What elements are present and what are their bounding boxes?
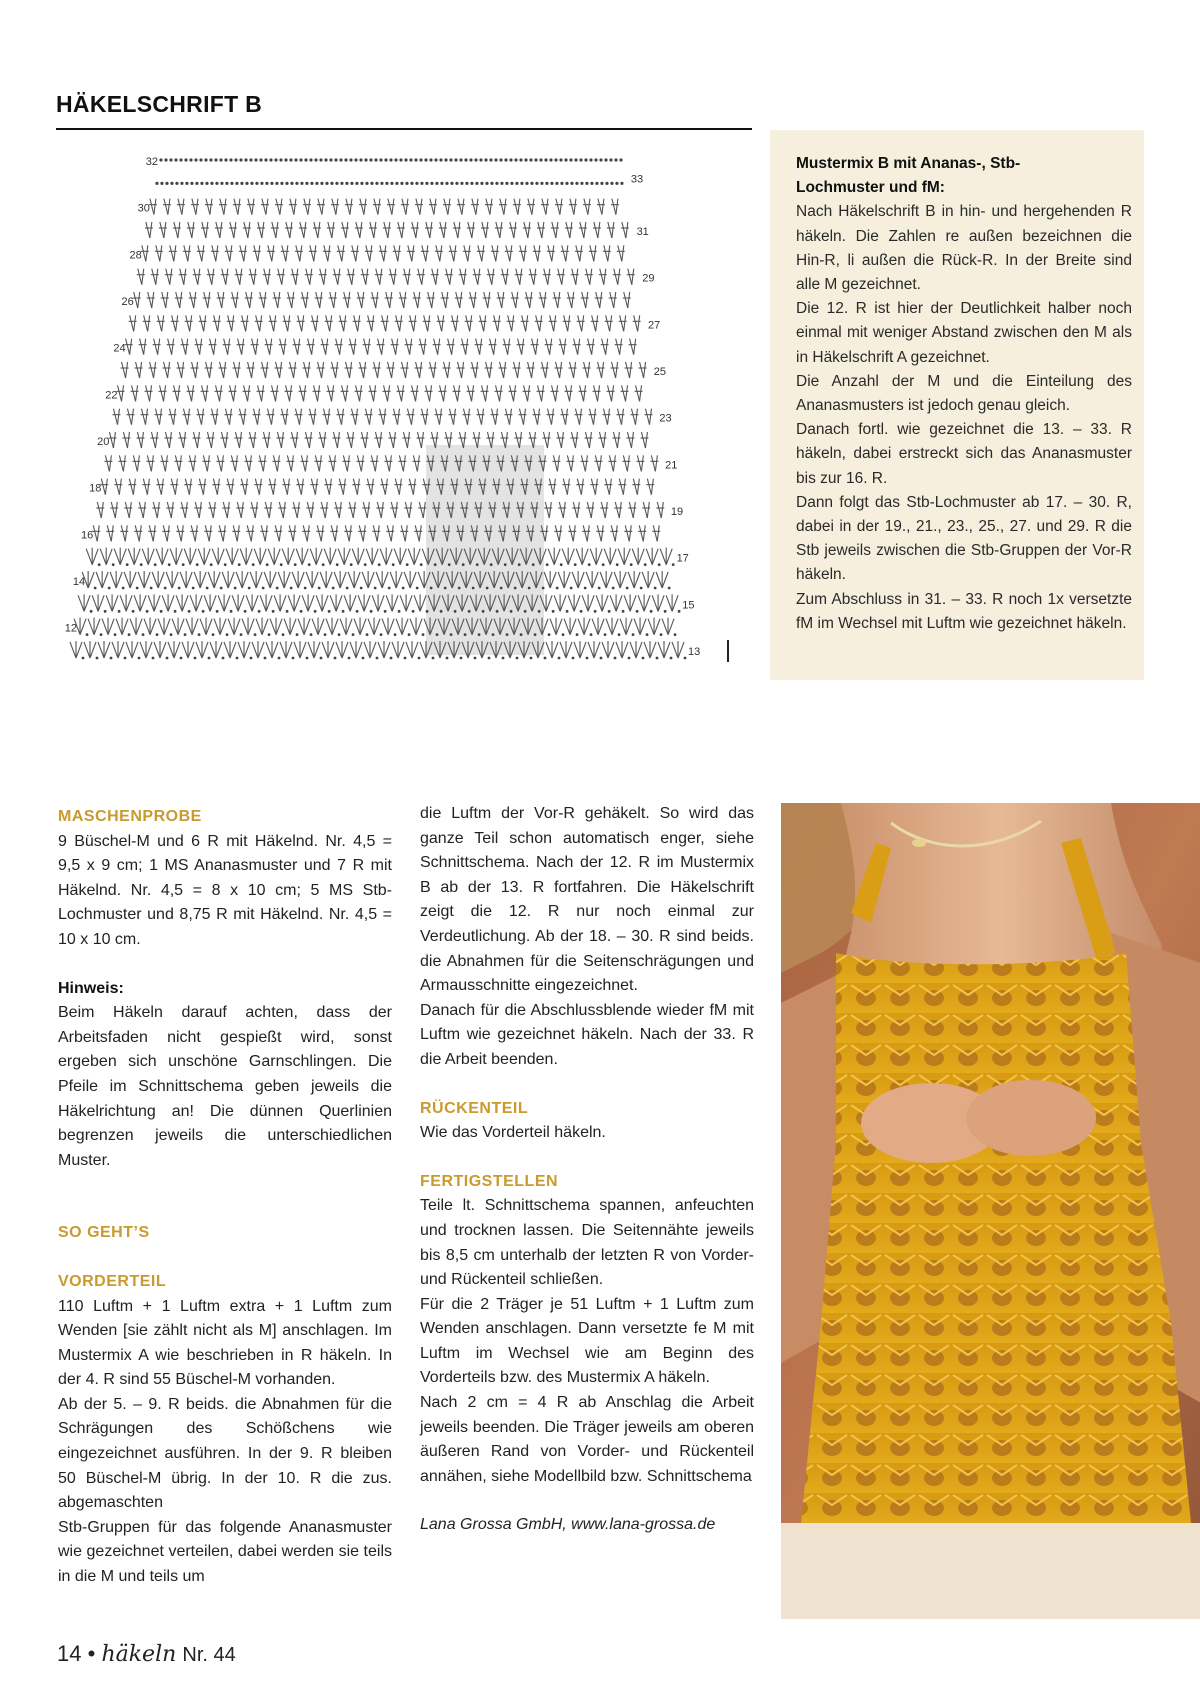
- chart-row: [78, 594, 680, 612]
- chart-row: [86, 548, 674, 566]
- model-photo: [781, 803, 1200, 1619]
- chart-row: [82, 571, 670, 589]
- chart-row-label-right: 21: [665, 459, 678, 472]
- chart-row: [74, 618, 676, 636]
- chart-row-label-right: 33: [630, 173, 644, 186]
- chart-row: [121, 362, 647, 378]
- chart-row: [70, 641, 686, 659]
- issue-number: Nr. 44: [182, 1644, 236, 1666]
- chart-row: [108, 432, 648, 448]
- chart-row-label-left: 14: [72, 576, 86, 588]
- info-box-paragraph: Nach Häkelschrift B in hin- und hergehenden R häkeln. Die Zahlen re außen bezeichnen die Hin-R, li außen die Rück-R. In der Breite sind alle M gezeichnet.: [796, 203, 1132, 294]
- chart-row-label-left: 32: [145, 156, 158, 168]
- chart-row-label-right: 13: [688, 646, 701, 658]
- chart-row-label-right: 23: [659, 412, 672, 425]
- chart-row-label-right: 27: [648, 319, 661, 332]
- hinweis-text: Beim Häkeln darauf achten, dass der Arbeitsfaden nicht gespießt wird, sonst ergeben sich unschöne Garnschlingen. Die Pfeile im Schnittschema geben jeweils die Häkelrichtung an! Die dünnen Querlinien begrenzen jeweils die unterschiedlichen Muster.: [58, 1004, 392, 1169]
- chart-row-label-left: 26: [121, 296, 134, 308]
- chart-row: [112, 409, 652, 425]
- vorderteil-heading: VORDERTEIL: [58, 1272, 167, 1290]
- chart-row: [104, 455, 658, 471]
- white-skirt: [781, 1523, 1200, 1619]
- info-box: [770, 130, 1144, 680]
- chart-row-label-right: 29: [642, 272, 655, 285]
- page-title: HÄKELSCHRIFT B: [56, 91, 263, 117]
- chart-row: [155, 182, 623, 185]
- chart-row: [96, 502, 664, 518]
- chart-row: [149, 199, 619, 215]
- vorderteil-text: 110 Luftm + 1 Luftm extra + 1 Luftm zum Wenden [sie zählt nicht als M] anschlagen. Im Mustermix A wie beschrieben in R häkeln. In der 4. R sind 55 Büschel-M vorhanden.: [58, 1297, 392, 1389]
- text-column-1: [58, 805, 392, 1590]
- chart-row-label-left: 16: [80, 529, 94, 542]
- model-photo-illustration: [781, 803, 1200, 1619]
- maschenprobe-heading: MASCHENPROBE: [58, 808, 202, 825]
- hinweis-heading: Hinweis:: [58, 979, 124, 997]
- page-footer: [57, 1641, 236, 1667]
- chart-row-label-left: 24: [113, 342, 126, 355]
- chart-row-label-left: 22: [105, 389, 118, 402]
- fertigstellen-text: Für die 2 Träger je 51 Luftm + 1 Luftm zum Wenden anschlagen. Dann versetzte fe M mit Luftm im Wechsel wie am Beginn des Vorderteils bzw. des Mustermix A häkeln.: [420, 1295, 754, 1387]
- necklace-pendant: [912, 839, 926, 847]
- chart-row: [133, 292, 631, 308]
- rueckenteil-text: Wie das Vorderteil häkeln.: [420, 1124, 606, 1142]
- crochet-chart-svg: [56, 150, 736, 680]
- text-column-2: [420, 802, 754, 1538]
- maschenprobe-text: 9 Büschel-M und 6 R mit Häkelnd. Nr. 4,5 = 9,5 x 9 cm; 1 MS Ananasmuster und 7 R mit Häkelnd. Nr. 4,5 = 8 x 10 cm; 5 MS Stb-Lochmuster und 8,75 R mit Häkelnd. Nr. 4,5 = 10 x 10 cm.: [58, 832, 392, 948]
- chart-row: [129, 315, 641, 331]
- info-box-paragraph: Die Anzahl der M und die Einteilung des Ananasmusters ist jedoch genau gleich.: [796, 372, 1132, 415]
- so-gehts-heading: SO GEHT’S: [58, 1224, 150, 1242]
- info-box-paragraph: Die 12. R ist hier der Deutlichkeit halber noch einmal mit weniger Abstand zwischen den M als in Häkelschrift A gezeichnet.: [796, 300, 1132, 366]
- chart-row: [145, 222, 629, 238]
- rueckenteil-heading: RÜCKENTEIL: [420, 1099, 529, 1117]
- vorderteil-continued-text: Danach für die Abschlussblende wieder fM mit Luftm wie gezeichnet häkeln. Nach der 33. R die Arbeit beenden.: [420, 1001, 754, 1068]
- vorderteil-text: Stb-Gruppen für das folgende Ananasmuster wie gezeichnet verteilen, dabei werden sie teils in die M und teils um: [58, 1518, 392, 1586]
- chart-row-label-left: 30: [137, 202, 150, 215]
- vorderteil-continued-text: die Luftm der Vor-R gehäkelt. So wird das ganze Teil schon automatisch enger, siehe Schnittschema. Nach der 12. R im Mustermix B ab der 13. R fortfahren. Die Häkelschrift zeigt die 12. R nur noch einmal zur Verdeutlichung. Ab der 18. – 30. R sind beids. die Abnahmen für die Seitenschrägungen und Armausschnitte eingezeichnet.: [420, 805, 754, 995]
- vorderteil-text: Ab der 5. – 9. R beids. die Abnahmen für die Schrägungen des Schößchens wie eingezeichnet ausführen. In der 9. R bleiben 50 Büschel-M übrig. In der 10. R die zus. abgemaschten: [58, 1395, 392, 1512]
- chart-row-label-right: 17: [676, 552, 689, 565]
- footer-bullet: •: [87, 1641, 96, 1666]
- right-hand: [966, 1080, 1096, 1156]
- chart-row: [137, 269, 635, 285]
- info-box-title-line1: Mustermix B mit Ananas-, Stb-: [796, 155, 1021, 172]
- chart-row: [159, 158, 622, 161]
- magazine-brand: häkeln: [101, 1642, 177, 1667]
- crochet-chart: [56, 150, 736, 680]
- fertigstellen-text: Teile lt. Schnittschema spannen, anfeuchten und trocknen lassen. Die Seitennähte jeweils bis 8,5 cm unterhalb der letzten R von Vorder- und Rückenteil schließen.: [420, 1197, 754, 1289]
- fertigstellen-heading: FERTIGSTELLEN: [420, 1172, 559, 1190]
- chart-row-label-left: 28: [129, 249, 142, 262]
- chart-row: [92, 525, 660, 541]
- chart-row-label-right: 25: [653, 366, 666, 378]
- crochet-top: [801, 953, 1191, 1523]
- info-box-paragraph: Danach fortl. wie gezeichnet die 13. – 33. R häkeln, dabei erstreckt sich das Ananasmuster bis zur 16. R.: [796, 421, 1132, 487]
- chart-row-label-left: 12: [64, 622, 78, 635]
- chart-row-label-right: 15: [682, 599, 695, 612]
- chart-row: [141, 245, 625, 261]
- info-box-paragraph: Dann folgt das Stb-Lochmuster ab 17. – 30. R, dabei in der 19., 21., 23., 25., 27. und 29. R die Stb jeweils zwischen die Stb-Gruppen der Vor-R häkeln.: [796, 493, 1132, 584]
- chart-row-label-left: 20: [97, 436, 110, 448]
- chart-row-label-left: 18: [89, 482, 102, 495]
- chart-row-label-right: 19: [670, 506, 684, 518]
- fertigstellen-text: Nach 2 cm = 4 R ab Anschlag die Arbeit jeweils beenden. Die Träger jeweils am oberen äußeren Rand von Vorder- und Rückenteil annähen, siehe Modellbild bzw. Schnittschema: [420, 1394, 754, 1485]
- credit-line: Lana Grossa GmbH, www.lana-grossa.de: [420, 1516, 716, 1534]
- chart-row: [117, 385, 643, 401]
- info-box-title-line2: Lochmuster und fM:: [796, 179, 945, 197]
- chart-row-label-right: 31: [636, 226, 649, 238]
- chart-row: [100, 479, 654, 495]
- page-number: 14: [57, 1641, 82, 1666]
- title-rule: [56, 128, 752, 130]
- info-box-paragraph: Zum Abschluss in 31. – 33. R noch 1x versetzte fM im Wechsel mit Luftm wie gezeichnet häkeln.: [796, 590, 1132, 632]
- chart-row: [125, 339, 637, 355]
